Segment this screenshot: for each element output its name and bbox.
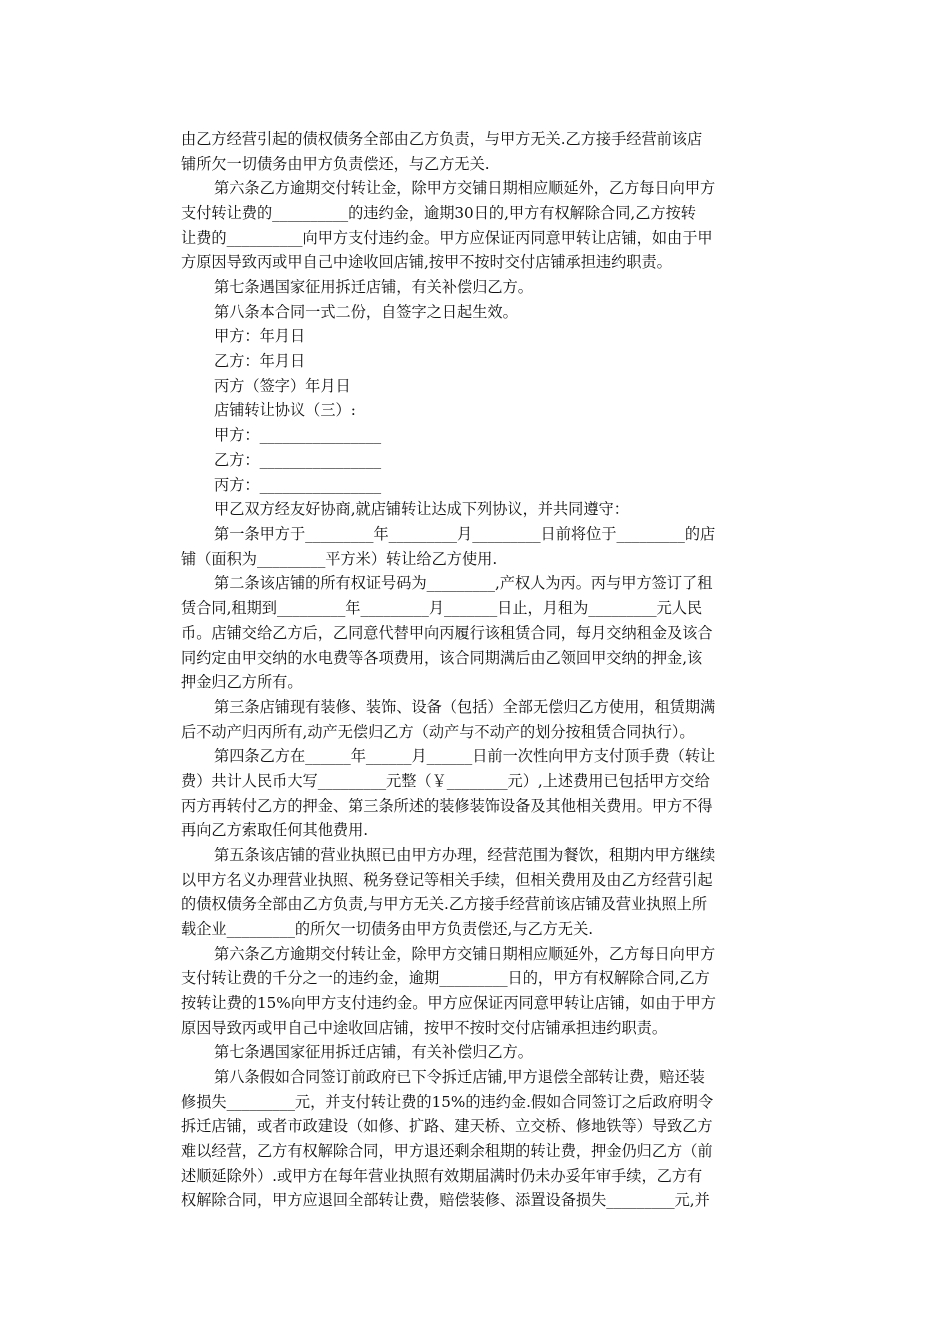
paragraph-line: 按转让费的15%向甲方支付违约金。甲方应保证丙同意甲转让店铺，如由于甲方 bbox=[181, 994, 716, 1012]
paragraph-line: 由乙方经营引起的债权债务全部由乙方负责，与甲方无关.乙方接手经营前该店 bbox=[181, 130, 703, 148]
paragraph-line: 费）共计人民币大写_________元整（￥________元）,上述费用已包括甲方交给 bbox=[181, 772, 710, 790]
signature-line: 丙方（签字）年月日 bbox=[214, 377, 351, 395]
paragraph-line: 的债权债务全部由乙方负责,与甲方无关.乙方接手经营前该店铺及营业执照上所 bbox=[181, 895, 708, 913]
paragraph-line: 支付转让费的千分之一的违约金，逾期_________日的，甲方有权解除合同,乙方 bbox=[181, 969, 710, 987]
paragraph-line: 拆迁店铺，或者市政建设（如修、扩路、建天桥、立交桥、修地铁等）导致乙方 bbox=[181, 1117, 713, 1135]
paragraph-line: 第六条乙方逾期交付转让金，除甲方交铺日期相应顺延外，乙方每日向甲方 bbox=[214, 179, 716, 197]
paragraph-line: 方原因导致丙或甲自己中途收回店铺,按甲不按时交付店铺承担违约职责。 bbox=[181, 253, 672, 271]
paragraph-line: 第六条乙方逾期交付转让金，除甲方交铺日期相应顺延外，乙方每日向甲方 bbox=[214, 945, 716, 963]
paragraph-line: 币。店铺交给乙方后，乙同意代替甲向丙履行该租赁合同，每月交纳租金及该合 bbox=[181, 624, 713, 642]
paragraph-line: 第七条遇国家征用拆迁店铺，有关补偿归乙方。 bbox=[214, 278, 533, 296]
party-line: 丙方：________________ bbox=[214, 476, 382, 494]
paragraph-line: 第四条乙方在______年______月______日前一次性向甲方支付顶手费（转让 bbox=[214, 747, 716, 765]
paragraph-line: 押金归乙方所有。 bbox=[181, 673, 303, 691]
paragraph-line: 第七条遇国家征用拆迁店铺，有关补偿归乙方。 bbox=[214, 1043, 533, 1061]
paragraph-line: 载企业_________的所欠一切债务由甲方负责偿还,与乙方无关. bbox=[181, 920, 594, 938]
signature-line: 乙方：年月日 bbox=[214, 352, 306, 370]
party-line: 甲方：________________ bbox=[214, 426, 382, 444]
paragraph-line: 赁合同,租期到_________年_________月_______日止，月租为_________元人民 bbox=[181, 599, 703, 617]
paragraph-line: 再向乙方索取任何其他费用. bbox=[181, 821, 369, 839]
paragraph-line: 第八条本合同一式二份，自签字之日起生效。 bbox=[214, 303, 518, 321]
paragraph-line: 以甲方名义办理营业执照、税务登记等相关手续，但相关费用及由乙方经营引起 bbox=[181, 871, 713, 889]
paragraph-line: 第二条该店铺的所有权证号码为_________,产权人为丙。丙与甲方签订了租 bbox=[214, 574, 713, 592]
paragraph-line: 甲乙双方经友好协商,就店铺转让达成下列协议，并共同遵守： bbox=[214, 500, 629, 518]
party-line: 乙方：________________ bbox=[214, 451, 382, 469]
paragraph-line: 难以经营，乙方有权解除合同，甲方退还剩余租期的转让费，押金仍归乙方（前 bbox=[181, 1142, 713, 1160]
paragraph-line: 铺所欠一切债务由甲方负责偿还，与乙方无关. bbox=[181, 155, 490, 173]
paragraph-line: 第五条该店铺的营业执照已由甲方办理，经营范围为餐饮，租期内甲方继续 bbox=[214, 846, 716, 864]
paragraph-line: 让费的__________向甲方支付违约金。甲方应保证丙同意甲转让店铺，如由于甲 bbox=[181, 229, 713, 247]
paragraph-line: 同约定由甲交纳的水电费等各项费用，该合同期满后由乙领回甲交纳的押金,该 bbox=[181, 649, 703, 667]
paragraph-line: 支付转让费的__________的违约金，逾期30日的,甲方有权解除合同,乙方按转 bbox=[181, 204, 696, 222]
paragraph-line: 第一条甲方于_________年_________月_________日前将位于_________的店 bbox=[214, 525, 716, 543]
paragraph-line: 第三条店铺现有装修、装饰、设备（包括）全部无偿归乙方使用，租赁期满 bbox=[214, 698, 716, 716]
paragraph-line: 第八条假如合同签订前政府已下令拆迁店铺,甲方退偿全部转让费，赔还装 bbox=[214, 1068, 705, 1086]
paragraph-line: 后不动产归丙所有,动产无偿归乙方（动产与不动产的划分按租赁合同执行）。 bbox=[181, 723, 695, 741]
paragraph-line: 述顺延除外）.或甲方在每年营业执照有效期届满时仍未办妥年审手续，乙方有 bbox=[181, 1167, 703, 1185]
section-title: 店铺转让协议（三）: bbox=[214, 401, 356, 419]
paragraph-line: 铺（面积为_________平方米）转让给乙方使用. bbox=[181, 550, 498, 568]
paragraph-line: 原因导致丙或甲自己中途收回店铺，按甲不按时交付店铺承担违约职责。 bbox=[181, 1019, 667, 1037]
paragraph-line: 修损失_________元，并支付转让费的15%的违约金.假如合同签订之后政府明令 bbox=[181, 1093, 714, 1111]
paragraph-line: 丙方再转付乙方的押金、第三条所述的装修装饰设备及其他相关费用。甲方不得 bbox=[181, 797, 713, 815]
signature-line: 甲方：年月日 bbox=[214, 327, 306, 345]
paragraph-line: 权解除合同，甲方应退回全部转让费，赔偿装修、添置设备损失_________元,并 bbox=[181, 1191, 710, 1209]
